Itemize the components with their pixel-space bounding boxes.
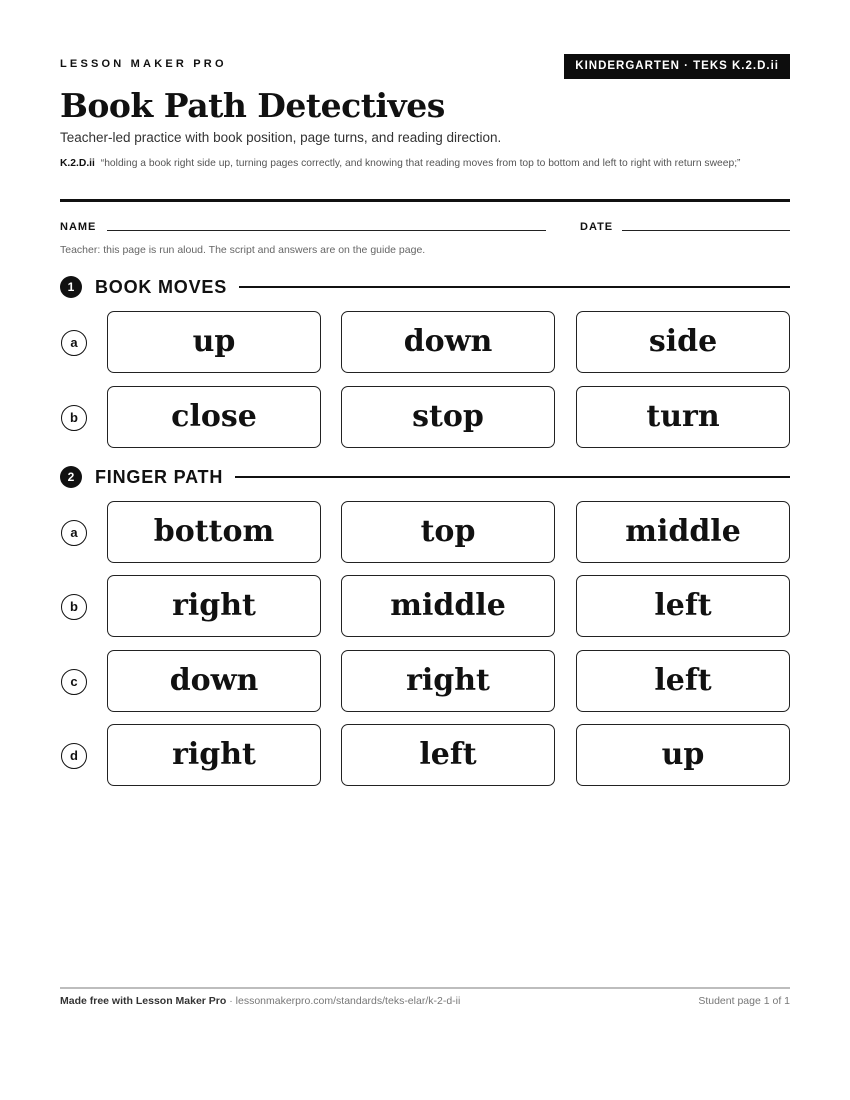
word-box[interactable]: stop xyxy=(341,386,555,448)
grade-standard-badge: KINDERGARTEN · TEKS K.2.D.ii xyxy=(564,54,790,79)
standard-description xyxy=(60,156,790,172)
page-title: Book Path Detectives xyxy=(60,86,445,125)
word-box[interactable]: left xyxy=(341,724,555,786)
word-box[interactable]: down xyxy=(107,650,321,712)
word-box[interactable]: up xyxy=(107,311,321,373)
word-box[interactable]: middle xyxy=(576,501,790,563)
header-divider xyxy=(60,199,790,202)
footer-url-link[interactable]: lessonmakerpro.com/standards/teks-elar/k-2-d-ii xyxy=(235,995,461,1007)
row-letter: b xyxy=(61,405,87,431)
book-moves-row-b xyxy=(60,386,790,448)
section-number: 2 xyxy=(60,466,82,488)
book-moves-row-a xyxy=(60,311,790,373)
footer-made-with: Made free with Lesson Maker Pro xyxy=(60,995,227,1007)
teacher-note: Teacher: this page is run aloud. The script and answers are on the guide page. xyxy=(60,244,426,256)
row-letter: a xyxy=(61,520,87,546)
section-number: 1 xyxy=(60,276,82,298)
footer-divider xyxy=(60,987,790,989)
word-box[interactable]: close xyxy=(107,386,321,448)
standard-text: “holding a book right side up, turning pages correctly, and knowing that reading moves from top to bottom and left to right with return sweep;” xyxy=(100,158,741,169)
row-letter: a xyxy=(61,330,87,356)
word-box[interactable]: right xyxy=(107,724,321,786)
word-box[interactable]: top xyxy=(341,501,555,563)
date-field[interactable] xyxy=(622,230,790,231)
finger-path-row-b xyxy=(60,575,790,637)
finger-path-row-c xyxy=(60,650,790,712)
page-subtitle: Teacher-led practice with book position, page turns, and reading direction. xyxy=(60,130,502,145)
date-label: DATE xyxy=(580,221,614,233)
word-box[interactable]: middle xyxy=(341,575,555,637)
row-letter: b xyxy=(61,594,87,620)
footer-separator: · xyxy=(226,995,236,1007)
word-box[interactable]: side xyxy=(576,311,790,373)
name-label: NAME xyxy=(60,221,97,233)
word-box[interactable]: turn xyxy=(576,386,790,448)
section-finger-path-header xyxy=(60,465,790,489)
finger-path-row-d xyxy=(60,724,790,786)
word-box[interactable]: left xyxy=(576,575,790,637)
word-box[interactable]: up xyxy=(576,724,790,786)
word-box[interactable]: bottom xyxy=(107,501,321,563)
brand-name: LESSON MAKER PRO xyxy=(60,58,227,70)
word-box[interactable]: right xyxy=(341,650,555,712)
word-box[interactable]: down xyxy=(341,311,555,373)
row-letter: c xyxy=(61,669,87,695)
page-number: Student page 1 of 1 xyxy=(698,995,790,1007)
standard-code: K.2.D.ii xyxy=(60,158,95,169)
worksheet-page xyxy=(60,0,790,1100)
section-title: FINGER PATH xyxy=(95,465,235,489)
name-field[interactable] xyxy=(107,230,546,231)
word-box[interactable]: left xyxy=(576,650,790,712)
section-title: BOOK MOVES xyxy=(95,275,239,299)
finger-path-row-a xyxy=(60,501,790,563)
footer-credit xyxy=(60,995,460,1007)
word-box[interactable]: right xyxy=(107,575,321,637)
row-letter: d xyxy=(61,743,87,769)
section-book-moves-header xyxy=(60,275,790,299)
